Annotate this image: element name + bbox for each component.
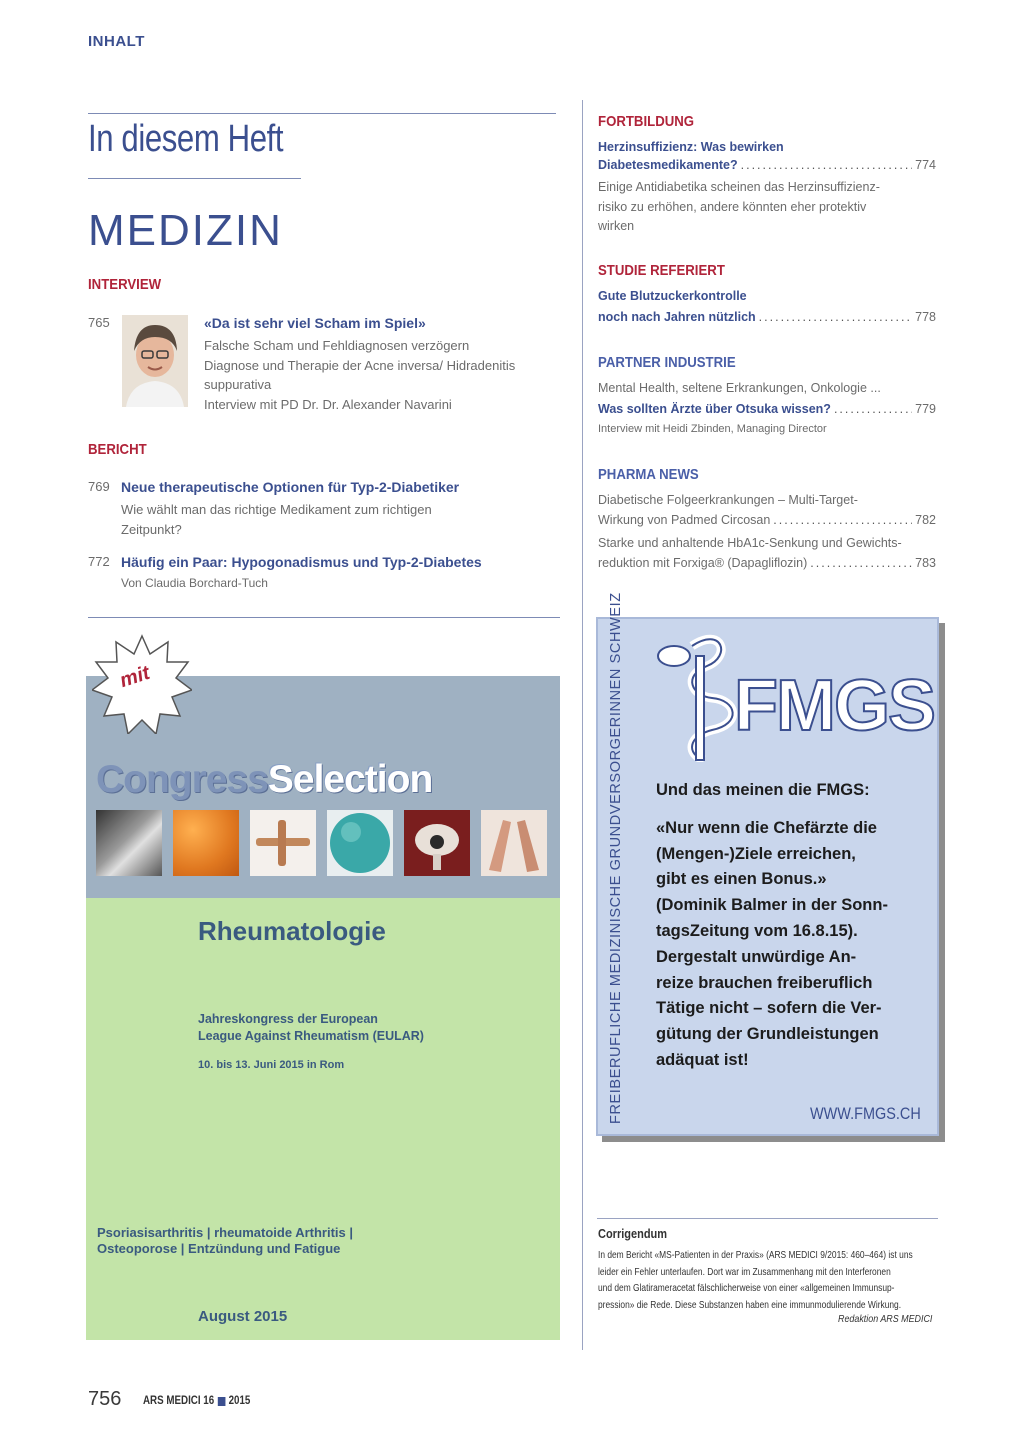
thumbnail-tissue xyxy=(173,810,239,876)
bericht-title-2[interactable]: Häufig ein Paar: Hypogonadismus und Typ-2-Diabetes xyxy=(121,554,482,570)
supplement-dates: 10. bis 13. Juni 2015 in Rom xyxy=(198,1059,345,1071)
supplement-title: Rheumatologie xyxy=(198,916,386,946)
interview-page: 765 xyxy=(88,315,110,330)
page-number: 756 xyxy=(88,1388,122,1410)
section-label: INHALT xyxy=(88,33,145,50)
interview-title[interactable]: «Da ist sehr viel Scham im Spiel» xyxy=(204,315,426,331)
studie-heading: STUDIE REFERIERT xyxy=(598,262,725,279)
corrigendum-signature: Redaktion ARS MEDICI xyxy=(838,1313,933,1325)
thumbnail-vertebra xyxy=(404,810,470,876)
supplement-topics: Psoriasisarthritis | rheumatoide Arthritis | Osteoporose | Entzündung und Fatigue xyxy=(97,1225,354,1256)
studie-title-line[interactable]: noch nach Jahren nützlich ..... 778 xyxy=(598,310,936,324)
fortbildung-title-line[interactable]: Diabetesmedikamente? ..... 774 xyxy=(598,158,936,172)
congress-selection-logo: CongressSelection xyxy=(96,758,433,801)
fmgs-url[interactable]: WWW.FMGS.CH xyxy=(810,1104,921,1123)
corrigendum-rule xyxy=(597,1218,938,1219)
pharma-heading: PHARMA NEWS xyxy=(598,466,699,483)
interview-heading: INTERVIEW xyxy=(88,276,162,293)
column-divider xyxy=(582,100,583,1350)
partner-heading: PARTNER INDUSTRIE xyxy=(598,354,736,371)
fmgs-quote: Und das meinen die FMGS: «Nur wenn die Chefärzte die (Mengen-)Ziele erreichen, gibt es einen Bonus.» (Dominik Balmer in der Sonn- tagsZeitung vom 16.8.15). Dergestalt unwürdige An- reize brauchen freiberuflich Tätige nicht – sofern die Ver- gütung der Grundleistungen adäquat ist! xyxy=(656,781,888,1069)
badge-text: mit xyxy=(117,661,153,693)
thumbnail-hands xyxy=(481,810,547,876)
supplement-cover-bottom xyxy=(86,898,560,1340)
mid-rule-left xyxy=(88,617,560,618)
studie-title-1[interactable]: Gute Blutzuckerkontrolle xyxy=(598,289,747,303)
thumbnail-bones xyxy=(250,810,316,876)
square-icon xyxy=(218,1397,226,1406)
category-title: MEDIZIN xyxy=(88,206,283,255)
fortbildung-heading: FORTBILDUNG xyxy=(598,113,695,130)
fmgs-vertical-text: FREIBERUFLICHE MEDIZINISCHE GRUNDVERSORGERINNEN SCHWEIZ xyxy=(608,592,624,1124)
top-rule-left xyxy=(88,113,556,114)
pharma-item2-line1: Starke und anhaltende HbA1c-Senkung und Gewichts- xyxy=(598,536,902,550)
title-underline xyxy=(88,178,301,179)
supplement-issue: August 2015 xyxy=(198,1308,288,1325)
pharma-item1-line[interactable]: Wirkung von Padmed Circosan ..... 782 xyxy=(598,513,936,527)
bericht-title-1[interactable]: Neue therapeutische Optionen für Typ-2-Diabetiker xyxy=(121,479,460,495)
partner-title-line[interactable]: Was sollten Ärzte über Otsuka wissen? ..... 779 xyxy=(598,402,936,416)
interview-desc: Falsche Scham und Fehldiagnosen verzögern Diagnose und Therapie der Acne inversa/ Hidradenitis suppurativa Interview mit PD Dr. Dr. Alexander Navarini xyxy=(204,338,516,412)
fmgs-logo-text: FMGS xyxy=(734,666,934,746)
fortbildung-desc: Einige Antidiabetika scheinen das Herzinsuffizienz- risiko zu erhöhen, andere könnten eher protektiv wirken xyxy=(598,180,880,233)
fortbildung-title-1[interactable]: Herzinsuffizienz: Was bewirken xyxy=(598,140,784,154)
pharma-item2-line[interactable]: reduktion mit Forxiga® (Dapagliflozin) ..... 783 xyxy=(598,556,936,570)
pharma-item1-line1: Diabetische Folgeerkrankungen – Multi-Target- xyxy=(598,493,858,507)
partner-note: Interview mit Heidi Zbinden, Managing Director xyxy=(598,423,827,435)
supplement-badge xyxy=(92,634,192,734)
corrigendum-heading: Corrigendum xyxy=(598,1227,668,1241)
interview-portrait xyxy=(122,315,188,407)
thumbnail-sphere xyxy=(327,810,393,876)
bericht-desc-1: Wie wählt man das richtige Medikament zum richtigen Zeitpunkt? xyxy=(121,502,432,537)
footer-journal: ARS MEDICI 16 2015 xyxy=(143,1395,251,1407)
fmgs-logo xyxy=(652,626,934,762)
thumbnail-xray xyxy=(96,810,162,876)
bericht-page-2: 772 xyxy=(88,554,110,569)
bericht-heading: BERICHT xyxy=(88,441,147,458)
supplement-event: Jahreskongress der European League Against Rheumatism (EULAR) xyxy=(198,1012,424,1043)
corrigendum-body: In dem Bericht «MS-Patienten in der Praxis» (ARS MEDICI 9/2015: 460–464) ist uns leider ein Fehler unterlaufen. Dort war im Zusammenhang mit den Interferonen und dem Glatirameracetat fälschlicherweise von einer «allgemeinen Immunsup- pression» die Rede. Diese Substanzen haben eine immunmodulierende Wirkung. xyxy=(598,1249,913,1311)
bericht-author-2: Von Claudia Borchard-Tuch xyxy=(121,576,268,590)
partner-line-1: Mental Health, seltene Erkrankungen, Onkologie ... xyxy=(598,381,881,395)
page-title: In diesem Heft xyxy=(88,118,284,160)
bericht-page-1: 769 xyxy=(88,479,110,494)
